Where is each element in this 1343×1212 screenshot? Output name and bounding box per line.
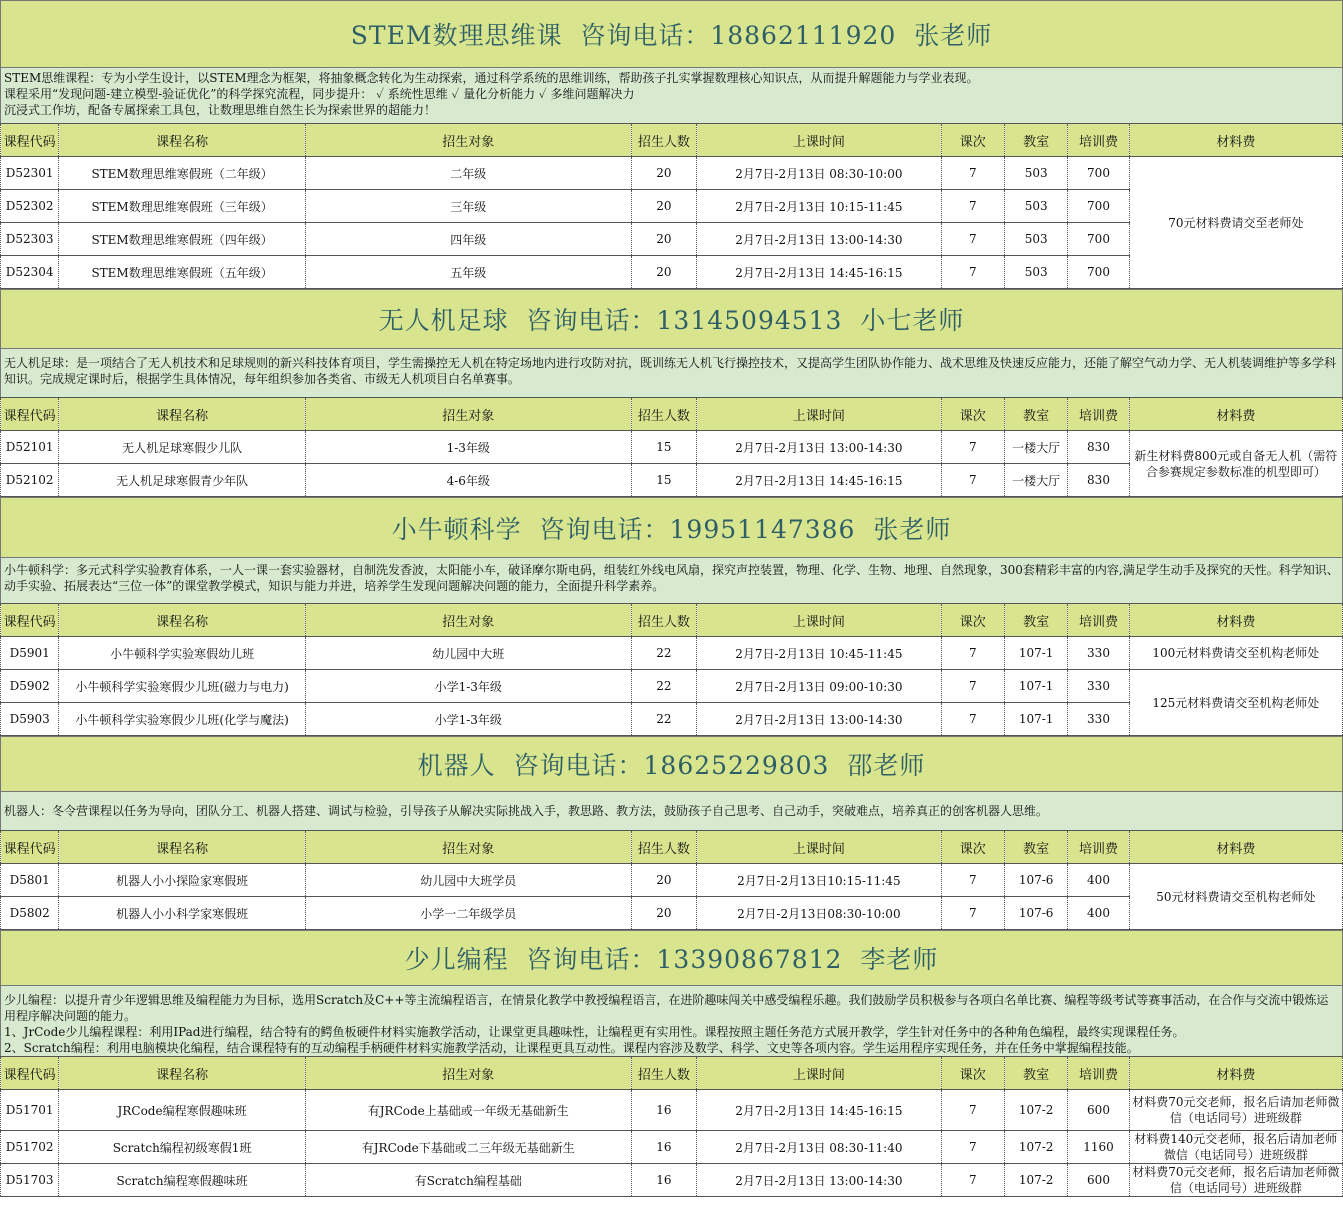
table-cell: 22: [631, 703, 696, 736]
table-cell: 幼儿园中大班: [305, 637, 631, 670]
table-cell: 15: [631, 464, 696, 497]
table-cell: 7: [941, 1131, 1004, 1164]
table-header: [1, 604, 1343, 637]
column-header: 招生对象: [305, 1057, 631, 1090]
table-cell: 600: [1068, 1164, 1129, 1197]
table-header: [1, 124, 1343, 157]
table-cell: 有Scratch编程基础: [305, 1164, 631, 1197]
column-header: 培训费: [1068, 1057, 1129, 1090]
table-cell: 107-6: [1004, 864, 1067, 897]
section-title-stem: STEM数理思维课 咨询电话：18862111920 张老师: [0, 0, 1343, 68]
table-cell: 20: [631, 190, 696, 223]
column-header: 教室: [1004, 831, 1067, 864]
column-header: 招生人数: [631, 831, 696, 864]
table-cell: 7: [941, 157, 1004, 190]
table-cell: 机器人小小探险家寒假班: [59, 864, 305, 897]
table-cell: 一楼大厅: [1004, 431, 1067, 464]
table-cell: 2月7日-2月13日 14:45-16:15: [697, 1090, 941, 1131]
table-cell: 有JRCode下基础或二三年级无基础新生: [305, 1131, 631, 1164]
column-header: 培训费: [1068, 831, 1129, 864]
table-cell: 2月7日-2月13日 13:00-14:30: [697, 223, 941, 256]
material-fee-cell: 125元材料费请交至机构老师处: [1129, 670, 1342, 736]
table-cell: 7: [941, 864, 1004, 897]
material-fee-cell: 材料费140元交老师，报名后请加老师微信（电话同号）进班级群: [1129, 1131, 1342, 1164]
table-cell: D51703: [1, 1164, 59, 1197]
column-header: 课程名称: [59, 604, 305, 637]
table-cell: 16: [631, 1090, 696, 1131]
table-cell: 16: [631, 1164, 696, 1197]
table-cell: 2月7日-2月13日 14:45-16:15: [697, 256, 941, 289]
section-description-robotics: 机器人：冬令营课程以任务为导向，团队分工、机器人搭建、调试与检验，引导孩子从解决实际挑战入手，教思路、教方法，鼓励孩子自己思考、自己动手，突破难点，培养真正的创客机器人思维。: [0, 792, 1343, 830]
table-cell: D52102: [1, 464, 59, 497]
table-cell: 107-2: [1004, 1131, 1067, 1164]
table-cell: 600: [1068, 1090, 1129, 1131]
material-fee-cell: 新生材料费800元或自备无人机（需符合参赛规定参数标准的机型即可）: [1129, 431, 1342, 497]
table-cell: 330: [1068, 670, 1129, 703]
column-header: 课程代码: [1, 604, 59, 637]
table-cell: 107-2: [1004, 1090, 1067, 1131]
table-cell: 700: [1068, 223, 1129, 256]
material-fee-cell: 材料费70元交老师，报名后请加老师微信（电话同号）进班级群: [1129, 1164, 1342, 1197]
column-header: 课次: [941, 1057, 1004, 1090]
table-cell: 16: [631, 1131, 696, 1164]
column-header: 课次: [941, 831, 1004, 864]
table-cell: 22: [631, 670, 696, 703]
table-cell: 1-3年级: [305, 431, 631, 464]
table-cell: 四年级: [305, 223, 631, 256]
section-title-drone-soccer: 无人机足球 咨询电话：13145094513 小七老师: [0, 289, 1343, 349]
table-cell: 700: [1068, 157, 1129, 190]
table-cell: 7: [941, 431, 1004, 464]
table-cell: 7: [941, 897, 1004, 930]
table-cell: 2月7日-2月13日10:15-11:45: [697, 864, 941, 897]
table-cell: D51701: [1, 1090, 59, 1131]
table-cell: 20: [631, 256, 696, 289]
table-cell: Scratch编程初级寒假1班: [59, 1131, 305, 1164]
table-cell: 7: [941, 1090, 1004, 1131]
table-cell: 20: [631, 897, 696, 930]
table-cell: D52304: [1, 256, 59, 289]
table-cell: 小牛顿科学实验寒假幼儿班: [59, 637, 305, 670]
column-header: 教室: [1004, 398, 1067, 431]
column-header: 课次: [941, 124, 1004, 157]
column-header: 教室: [1004, 604, 1067, 637]
column-header: 培训费: [1068, 604, 1129, 637]
table-cell: 107-1: [1004, 670, 1067, 703]
section-description-drone-soccer: 无人机足球：是一项结合了无人机技术和足球规则的新兴科技体育项目，学生需操控无人机在特定场地内进行攻防对抗，既训练无人机飞行操控技术，又提高学生团队协作能力、战术思维及快速反应能力，还能了解空气动力学、无人机装调维护等多学科知识。完成规定课时后，根据学生具体情况，每年组织参加各类省、市级无人机项目白名单赛事。: [0, 349, 1343, 397]
section-description-little-newton: 小牛顿科学：多元式科学实验教育体系，一人一课一套实验器材，自制洗发香波，太阳能小车，破译摩尔斯电码，组装红外线电风扇，探究声控装置，物理、化学、生物、地理、自然现象，300套精彩丰富的内容,满足学生动手及探究的天性。科学知识、动手实验、拓展表达“三位一体”的课堂教学模式，知识与能力并进，培养学生发现问题解决问题的能力，全面提升科学素养。: [0, 558, 1343, 603]
column-header: 材料费: [1129, 604, 1342, 637]
table-cell: D52302: [1, 190, 59, 223]
table-cell: 2月7日-2月13日 14:45-16:15: [697, 464, 941, 497]
table-cell: D5903: [1, 703, 59, 736]
table-cell: 330: [1068, 637, 1129, 670]
table-cell: 7: [941, 223, 1004, 256]
table-row: [1, 670, 1343, 703]
table-cell: 7: [941, 703, 1004, 736]
table-cell: 2月7日-2月13日 10:45-11:45: [697, 637, 941, 670]
table-cell: D52301: [1, 157, 59, 190]
table-cell: 7: [941, 190, 1004, 223]
table-cell: 小学一二年级学员: [305, 897, 631, 930]
table-cell: 小学1-3年级: [305, 670, 631, 703]
table-cell: 7: [941, 256, 1004, 289]
column-header: 课程名称: [59, 124, 305, 157]
table-cell: 7: [941, 1164, 1004, 1197]
course-table-stem: [0, 123, 1343, 289]
table-cell: D5801: [1, 864, 59, 897]
table-cell: 503: [1004, 157, 1067, 190]
table-cell: 400: [1068, 864, 1129, 897]
column-header: 课程名称: [59, 398, 305, 431]
column-header: 材料费: [1129, 124, 1342, 157]
table-header: [1, 1057, 1343, 1090]
table-cell: STEM数理思维寒假班（二年级）: [59, 157, 305, 190]
table-cell: 二年级: [305, 157, 631, 190]
column-header: 招生对象: [305, 124, 631, 157]
table-cell: 107-2: [1004, 1164, 1067, 1197]
column-header: 招生人数: [631, 124, 696, 157]
table-cell: 2月7日-2月13日08:30-10:00: [697, 897, 941, 930]
material-fee-cell: 50元材料费请交至机构老师处: [1129, 864, 1342, 930]
column-header: 课程代码: [1, 831, 59, 864]
column-header: 上课时间: [697, 398, 941, 431]
table-cell: 7: [941, 670, 1004, 703]
column-header: 材料费: [1129, 1057, 1342, 1090]
table-cell: 4-6年级: [305, 464, 631, 497]
table-cell: 五年级: [305, 256, 631, 289]
table-cell: 小牛顿科学实验寒假少儿班(化学与魔法): [59, 703, 305, 736]
table-cell: 三年级: [305, 190, 631, 223]
table-cell: 7: [941, 464, 1004, 497]
table-cell: 503: [1004, 223, 1067, 256]
course-table-drone-soccer: [0, 397, 1343, 497]
table-cell: 7: [941, 637, 1004, 670]
table-cell: 机器人小小科学家寒假班: [59, 897, 305, 930]
column-header: 招生对象: [305, 604, 631, 637]
table-cell: 15: [631, 431, 696, 464]
table-cell: 2月7日-2月13日 13:00-14:30: [697, 703, 941, 736]
table-cell: Scratch编程寒假趣味班: [59, 1164, 305, 1197]
table-header: [1, 398, 1343, 431]
table-row: [1, 1131, 1343, 1164]
column-header: 课次: [941, 398, 1004, 431]
column-header: 上课时间: [697, 831, 941, 864]
table-cell: STEM数理思维寒假班（三年级）: [59, 190, 305, 223]
column-header: 培训费: [1068, 124, 1129, 157]
table-cell: 330: [1068, 703, 1129, 736]
table-cell: D5802: [1, 897, 59, 930]
column-header: 培训费: [1068, 398, 1129, 431]
table-cell: JRCode编程寒假趣味班: [59, 1090, 305, 1131]
column-header: 上课时间: [697, 604, 941, 637]
column-header: 上课时间: [697, 124, 941, 157]
material-fee-cell: 70元材料费请交至老师处: [1129, 157, 1342, 289]
table-cell: 2月7日-2月13日 08:30-10:00: [697, 157, 941, 190]
table-cell: 2月7日-2月13日 09:00-10:30: [697, 670, 941, 703]
column-header: 材料费: [1129, 831, 1342, 864]
table-row: [1, 1090, 1343, 1131]
course-table-robotics: [0, 830, 1343, 930]
column-header: 招生对象: [305, 831, 631, 864]
column-header: 课程代码: [1, 398, 59, 431]
material-fee-cell: 100元材料费请交至机构老师处: [1129, 637, 1342, 670]
table-cell: 20: [631, 864, 696, 897]
table-cell: 有JRCode上基础或一年级无基础新生: [305, 1090, 631, 1131]
table-cell: 503: [1004, 190, 1067, 223]
table-row: [1, 1164, 1343, 1197]
table-cell: 20: [631, 223, 696, 256]
table-cell: 2月7日-2月13日 13:00-14:30: [697, 431, 941, 464]
table-row: [1, 431, 1343, 464]
table-cell: 830: [1068, 464, 1129, 497]
column-header: 课程名称: [59, 1057, 305, 1090]
table-row: [1, 637, 1343, 670]
section-title-robotics: 机器人 咨询电话：18625229803 邵老师: [0, 736, 1343, 792]
table-cell: D5902: [1, 670, 59, 703]
course-table-little-newton: [0, 603, 1343, 736]
table-cell: 2月7日-2月13日 13:00-14:30: [697, 1164, 941, 1197]
table-cell: 幼儿园中大班学员: [305, 864, 631, 897]
column-header: 招生人数: [631, 1057, 696, 1090]
column-header: 招生人数: [631, 604, 696, 637]
table-cell: 2月7日-2月13日 08:30-11:40: [697, 1131, 941, 1164]
table-cell: STEM数理思维寒假班（四年级）: [59, 223, 305, 256]
table-cell: 无人机足球寒假少儿队: [59, 431, 305, 464]
column-header: 招生对象: [305, 398, 631, 431]
table-header: [1, 831, 1343, 864]
section-description-kids-coding: 少儿编程：以提升青少年逻辑思维及编程能力为目标，选用Scratch及C++等主流编程语言，在情景化教学中教授编程语言，在进阶趣味闯关中感受编程乐趣。我们鼓励学员积极参与各项白名单比赛、编程等级考试等赛事活动，在合作与交流中锻炼运用程序解决问题的能力。 1、JrCode少儿编程课程：利用IPad进行编程，结合特有的鳄鱼板硬件材料实施教学活动，让课堂更具趣味性，让编程更有实用性。课程按照主题任务范方式展开教学，学生针对任务中的各种角色编程，最终实现课程任务。 2、Scratch编程：利用电脑模块化编程，结合课程特有的互动编程手柄硬件材料实施教学活动，让课程更具互动性。课程内容涉及数学、科学、文史等各项内容。学生运用程序实现任务，并在任务中掌握编程技能。: [0, 986, 1343, 1056]
table-cell: 22: [631, 637, 696, 670]
table-cell: 20: [631, 157, 696, 190]
table-cell: 2月7日-2月13日 10:15-11:45: [697, 190, 941, 223]
column-header: 课程代码: [1, 124, 59, 157]
table-cell: 830: [1068, 431, 1129, 464]
table-cell: D51702: [1, 1131, 59, 1164]
column-header: 招生人数: [631, 398, 696, 431]
section-title-little-newton: 小牛顿科学 咨询电话：19951147386 张老师: [0, 497, 1343, 558]
table-row: [1, 157, 1343, 190]
table-cell: D52303: [1, 223, 59, 256]
course-table-kids-coding: [0, 1056, 1343, 1197]
table-cell: 503: [1004, 256, 1067, 289]
column-header: 课程代码: [1, 1057, 59, 1090]
table-cell: 400: [1068, 897, 1129, 930]
table-row: [1, 864, 1343, 897]
table-cell: 700: [1068, 190, 1129, 223]
column-header: 上课时间: [697, 1057, 941, 1090]
column-header: 材料费: [1129, 398, 1342, 431]
table-cell: 107-1: [1004, 703, 1067, 736]
column-header: 教室: [1004, 124, 1067, 157]
material-fee-cell: 材料费70元交老师，报名后请加老师微信（电话同号）进班级群: [1129, 1090, 1342, 1131]
table-cell: 小牛顿科学实验寒假少儿班(磁力与电力): [59, 670, 305, 703]
section-title-kids-coding: 少儿编程 咨询电话：13390867812 李老师: [0, 930, 1343, 986]
column-header: 课次: [941, 604, 1004, 637]
table-cell: 107-6: [1004, 897, 1067, 930]
table-cell: STEM数理思维寒假班（五年级）: [59, 256, 305, 289]
table-cell: 小学1-3年级: [305, 703, 631, 736]
table-cell: D5901: [1, 637, 59, 670]
table-cell: 一楼大厅: [1004, 464, 1067, 497]
table-cell: 700: [1068, 256, 1129, 289]
column-header: 教室: [1004, 1057, 1067, 1090]
table-cell: 无人机足球寒假青少年队: [59, 464, 305, 497]
table-cell: 1160: [1068, 1131, 1129, 1164]
table-cell: 107-1: [1004, 637, 1067, 670]
table-cell: D52101: [1, 431, 59, 464]
section-description-stem: STEM思维课程：专为小学生设计，以STEM理念为框架，将抽象概念转化为生动探索，通过科学系统的思维训练，帮助孩子扎实掌握数理核心知识点，从而提升解题能力与学业表现。 课程采用“发现问题-建立模型-验证优化”的科学探究流程，同步提升： ✓ 系统性思维 ✓ 量化分析能力 ✓ 多维问题解决力 沉浸式工作坊，配备专属探索工具包，让数理思维自然生长为探索世界的超能力！: [0, 68, 1343, 123]
column-header: 课程名称: [59, 831, 305, 864]
